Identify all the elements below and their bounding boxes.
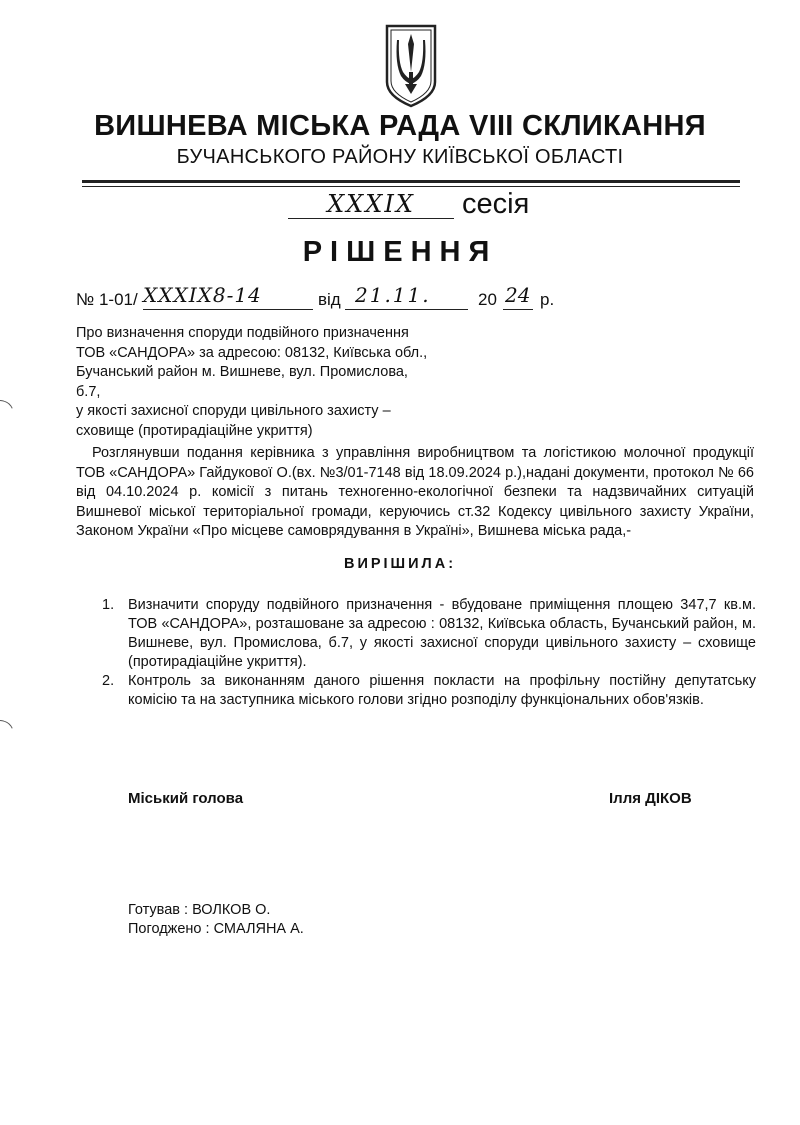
- signature-name: Ілля ДІКОВ: [609, 790, 692, 807]
- decision-title: РІШЕННЯ: [302, 236, 498, 268]
- punch-hole-mark: [0, 396, 18, 432]
- decision-year-underline: [503, 309, 533, 310]
- agreed-by: Погоджено : СМАЛЯНА А.: [128, 921, 304, 937]
- header-divider-thin: [82, 186, 740, 187]
- resolution-item: [76, 596, 756, 672]
- subject-line: Бучанський район м. Вишневе, вул. Промислова, б.7,: [76, 364, 408, 400]
- resolution-items: [76, 596, 756, 710]
- item-number: 1.: [102, 597, 115, 613]
- header-divider-thick: [82, 180, 740, 183]
- subject-line: у якості захисної споруди цивільного захисту –: [76, 403, 391, 419]
- subject-line: ТОВ «САНДОРА» за адресою: 08132, Київська обл.,: [76, 344, 428, 361]
- preamble-paragraph: Розглянувши подання керівника з управління виробництвом та логістикою молочної продукції ТОВ «САНДОРА» Гайдукової О.(вх. №3/01-7148 від 18.09.2024 р.),надані документи, протокол № 66 від 04.10.2024 р. комісії з питань техногенно-екологічної безпеки та надзвичайних ситуацій Вишневої міської територіальної громади, керуючись ст.32 Кодексу цивільного захисту України, Законом України «Про місцеве самоврядування в Україні», Вишнева міська рада,-: [76, 445, 754, 539]
- decision-number-underline: [143, 309, 313, 310]
- subject-line: Про визначення споруди подвійного призначення: [76, 325, 409, 341]
- resolved-heading: ВИРІШИЛА:: [343, 556, 457, 572]
- item-text: Контроль за виконанням даного рішення покласти на профільну постійну депутатську комісію та на заступника міського голови згідно розподілу функціональних обов'язків.: [128, 673, 756, 708]
- decision-year-handwritten: 24: [505, 283, 531, 307]
- ukraine-trident-emblem-icon: [383, 24, 439, 108]
- session-number-handwritten: XXXIX: [327, 190, 415, 218]
- item-text: Визначити споруду подвійного призначення - вбудоване приміщення площею 347,7 кв.м. ТОВ «САНДОРА», розташоване за адресою : 08132, Київська область, Бучанський район, м. Вишневе, вул. Промислова, б.7, у якості захисної споруди цивільного захисту – сховище (протирадіаційне укриття).: [128, 597, 756, 670]
- prepared-by: Готував : ВОЛКОВ О.: [128, 902, 271, 918]
- decision-year-prefix: 20: [478, 290, 497, 309]
- decision-subject: [76, 324, 436, 441]
- council-title: ВИШНЕВА МІСЬКА РАДА VIII СКЛИКАННЯ: [94, 110, 706, 142]
- session-label: сесія: [462, 188, 530, 220]
- resolution-item: [76, 672, 756, 710]
- decision-number-handwritten: XXXIX8-14: [143, 283, 262, 307]
- district-subtitle: БУЧАНСЬКОГО РАЙОНУ КИЇВСЬКОЇ ОБЛАСТІ: [176, 146, 624, 168]
- decision-number-label: № 1-01/: [76, 290, 138, 309]
- item-number: 2.: [102, 673, 115, 689]
- decision-date-underline: [345, 309, 468, 310]
- decision-date-handwritten: 21.11.: [355, 283, 431, 307]
- decision-year-suffix: р.: [540, 290, 555, 309]
- signature-title: Міський голова: [128, 790, 244, 807]
- decision-date-label: від: [318, 290, 341, 309]
- session-underline: [288, 218, 454, 219]
- subject-line: сховище (протирадіаційне укриття): [76, 422, 313, 439]
- punch-hole-mark: [0, 716, 18, 752]
